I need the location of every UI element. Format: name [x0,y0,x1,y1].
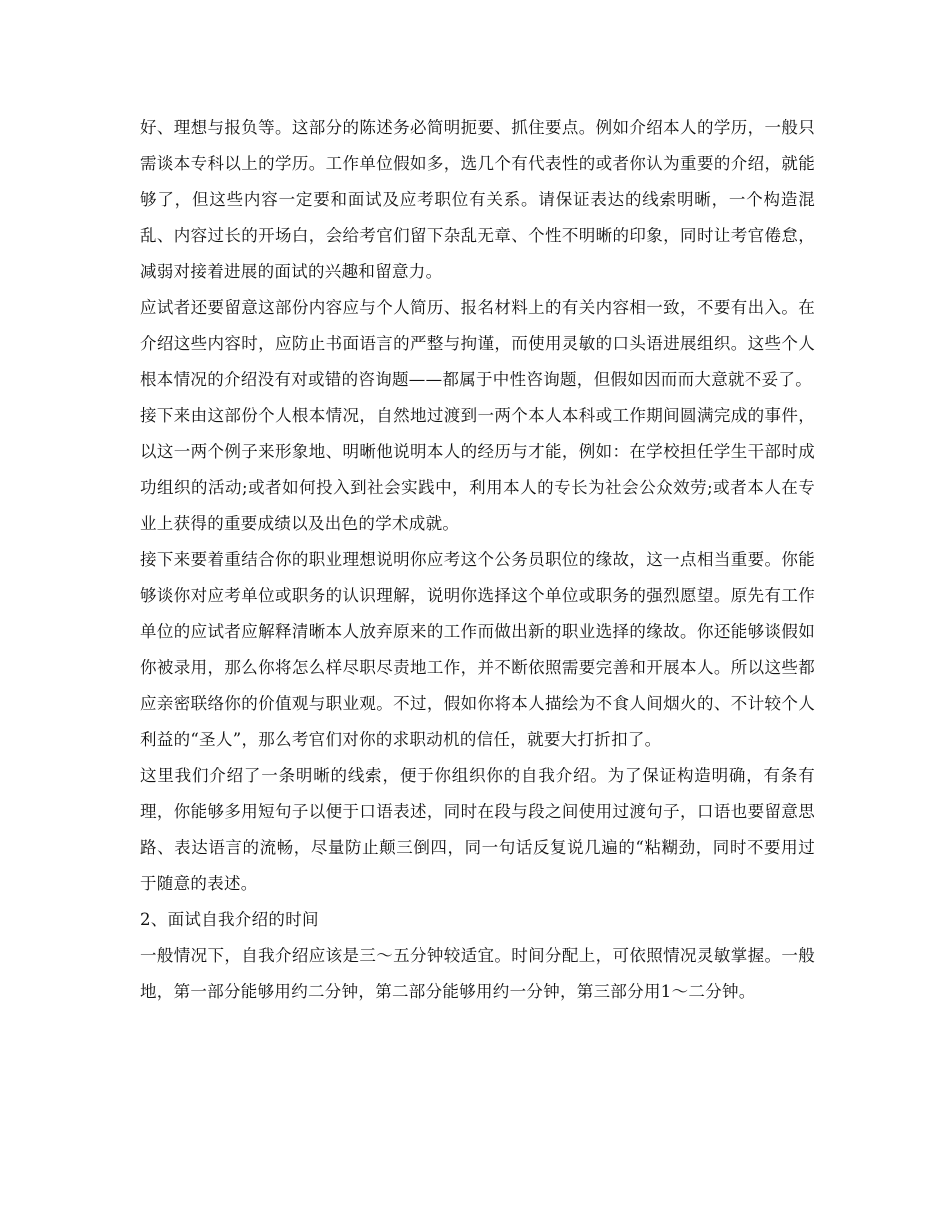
paragraph-structure-tips: 这里我们介绍了一条明晰的线索，便于你组织你的自我介绍。为了保证构造明确，有条有理，你能够多用短句子以便于口语表述，同时在段与段之间使用过渡句子，口语也要留意思路、表达语言的流畅，尽量防止颠三倒四，同一句话反复说几遍的“粘糊劲，同时不要用过于随意的表述。 [140,766,815,893]
paragraph-time-allocation: 一般情况下，自我介绍应该是三～五分钟较适宜。时间分配上，可依照情况灵敏掌握。一般地，第一部分能够用约二分钟，第二部分能够用约一分钟，第三部分用1～二分钟。 [140,946,815,1001]
paragraph-examples: 接下来由这部份个人根本情况，自然地过渡到一两个本人本科或工作期间圆满完成的事件，以这一两个例子来形象地、明晰他说明本人的经历与才能，例如：在学校担任学生干部时成功组织的活动;或者如何投入到社会实践中，利用本人的专长为社会公众效劳;或者本人在专业上获得的重要成绩以及出色的学术成就。 [140,406,815,533]
paragraph-motivation: 接下来要着重结合你的职业理想说明你应考这个公务员职位的缘故，这一点相当重要。你能够谈你对应考单位或职务的认识理解，说明你选择这个单位或职务的强烈愿望。原先有工作单位的应试者应解释清晰本人放弃原来的工作而做出新的职业选择的缘故。你还能够谈假如你被录用，那么你将怎么样尽职尽责地工作，并不断依照需要完善和开展本人。所以这些都应亲密联络你的价值观与职业观。不过，假如你将本人描绘为不食人间烟火的、不计较个人利益的“圣人”，那么考官们对你的求职动机的信任，就要大打折扣了。 [140,550,815,749]
paragraph-goals-summary: 好、理想与报负等。这部分的陈述务必简明扼要、抓住要点。例如介绍本人的学历，一般只需谈本专科以上的学历。工作单位假如多，选几个有代表性的或者你认为重要的介绍，就能够了，但这些内容一定要和面试及应考职位有关系。请保证表达的线索明晰，一个构造混乱、内容过长的开场白，会给考官们留下杂乱无章、个性不明晰的印象，同时让考官倦怠，减弱对接着进展的面试的兴趣和留意力。 [140,118,815,281]
paragraph-consistency: 应试者还要留意这部份内容应与个人简历、报名材料上的有关内容相一致，不要有出入。在介绍这些内容时，应防止书面语言的严整与拘谨，而使用灵敏的口头语进展组织。这些个人根本情况的介绍没有对或错的咨询题——都属于中性咨询题，但假如因而而大意就不妥了。 [140,298,815,389]
document-body [140,110,815,1010]
section-heading: 2、面试自我介绍的时间 [140,910,319,929]
